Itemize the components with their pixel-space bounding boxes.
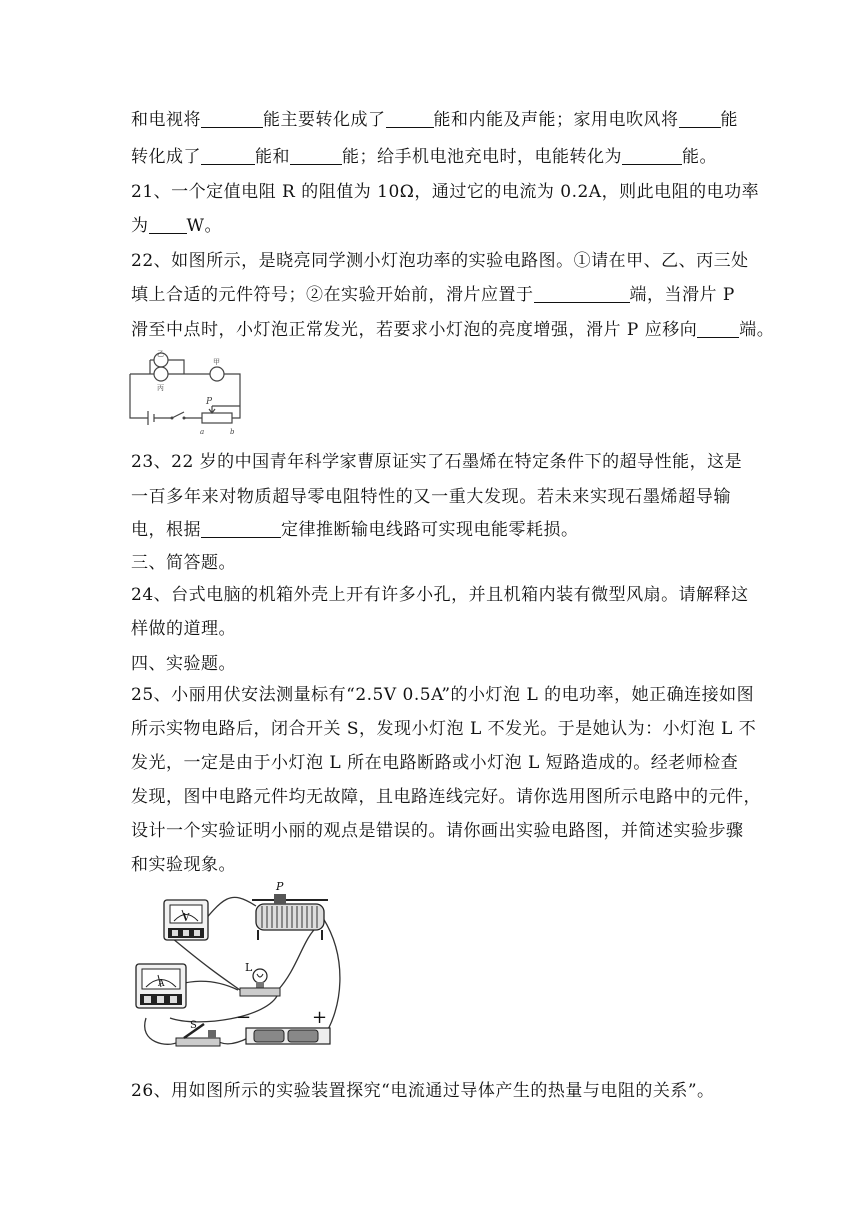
q23-line-2: 一百多年来对物质超导零电阻特性的又一重大发现。若未来实现石墨烯超导输	[131, 487, 731, 507]
diagram-label-a: a	[200, 428, 205, 436]
diagram-label-yi: 乙	[157, 350, 164, 358]
answer-blank	[679, 109, 721, 128]
q22-line-2: 填上合适的元件符号；②在实验开始前，滑片应置于 端，当滑片 P	[131, 285, 735, 305]
answer-blank	[534, 284, 630, 303]
q25-line-3: 发光，一定是由于小灯泡 L 所在电路断路或小灯泡 L 短路造成的。经老师检查	[131, 753, 739, 773]
battery	[236, 1007, 330, 1044]
answer-blank	[201, 146, 255, 165]
diagram-label-p: P	[206, 397, 213, 407]
q22-line-1: 22、如图所示，是晓亮同学测小灯泡功率的实验电路图。①请在甲、乙、丙三处	[131, 251, 749, 271]
svg-text:A: A	[158, 979, 165, 989]
q25-line-4: 发现，图中电路元件均无故障，且电路连线完好。请你选用图所示电路中的元件，	[131, 787, 761, 807]
q21-line-2: 为 W。	[131, 216, 222, 236]
q23-line-3: 电，根据 定律推断输电线路可实现电能零耗损。	[131, 520, 579, 540]
q22-circuit-diagram	[126, 350, 246, 436]
answer-blank	[290, 146, 342, 165]
q20-line-1: 和电视将 能主要转化成了 能和内能及声能；家用电吹风将 能	[131, 110, 738, 130]
q25-line-5: 设计一个实验证明小丽的观点是错误的。请你画出实验电路图，并简述实验步骤	[131, 821, 744, 841]
voltmeter	[164, 900, 208, 940]
q22-line-3: 滑至中点时，小灯泡正常发光，若要求小灯泡的亮度增强，滑片 P 应移向 端。	[131, 320, 775, 340]
q25-circuit-photo	[128, 878, 348, 1058]
svg-text:−: −	[236, 1007, 252, 1028]
diagram-label-bing: 丙	[157, 384, 164, 392]
answer-blank	[201, 519, 281, 538]
diagram-label-jia: 甲	[213, 358, 220, 366]
diagram-label-b: b	[230, 428, 235, 436]
q26-line-1: 26、用如图所示的实验装置探究“电流通过导体产生的热量与电阻的关系”。	[131, 1081, 715, 1101]
section-heading-4: 四、实验题。	[131, 654, 236, 674]
q21-line-1: 21、一个定值电阻 R 的阻值为 10Ω，通过它的电流为 0.2A，则此电阻的电功率	[131, 182, 760, 202]
q24-line-1: 24、台式电脑的机箱外壳上开有许多小孔，并且机箱内装有微型风扇。请解释这	[131, 585, 749, 605]
q25-line-1: 25、小丽用伏安法测量标有“2.5V 0.5A”的小灯泡 L 的电功率，她正确连接如图	[131, 685, 755, 705]
answer-blank	[622, 146, 682, 165]
q25-line-2: 所示实物电路后，闭合开关 S，发现小灯泡 L 不发光。于是她认为：小灯泡 L 不	[131, 719, 757, 739]
q24-line-2: 样做的道理。	[131, 619, 236, 639]
svg-text:V: V	[183, 913, 190, 923]
q23-line-1: 23、22 岁的中国青年科学家曹原证实了石墨烯在特定条件下的超导性能，这是	[131, 452, 743, 472]
svg-text:P: P	[276, 880, 284, 893]
ammeter	[136, 964, 186, 1008]
section-heading-3: 三、简答题。	[131, 553, 236, 573]
answer-blank	[201, 109, 263, 128]
q20-line-2: 转化成了 能和 能；给手机电池充电时，电能转化为 能。	[131, 147, 717, 167]
rheostat	[252, 880, 328, 940]
answer-blank	[386, 109, 434, 128]
svg-text:S: S	[190, 1020, 197, 1031]
light-bulb	[240, 961, 280, 996]
q25-line-6: 和实验现象。	[131, 855, 236, 875]
answer-blank	[149, 215, 187, 234]
switch	[176, 1020, 220, 1046]
answer-blank	[697, 319, 739, 338]
svg-text:L: L	[245, 961, 253, 974]
svg-text:+: +	[312, 1007, 328, 1028]
